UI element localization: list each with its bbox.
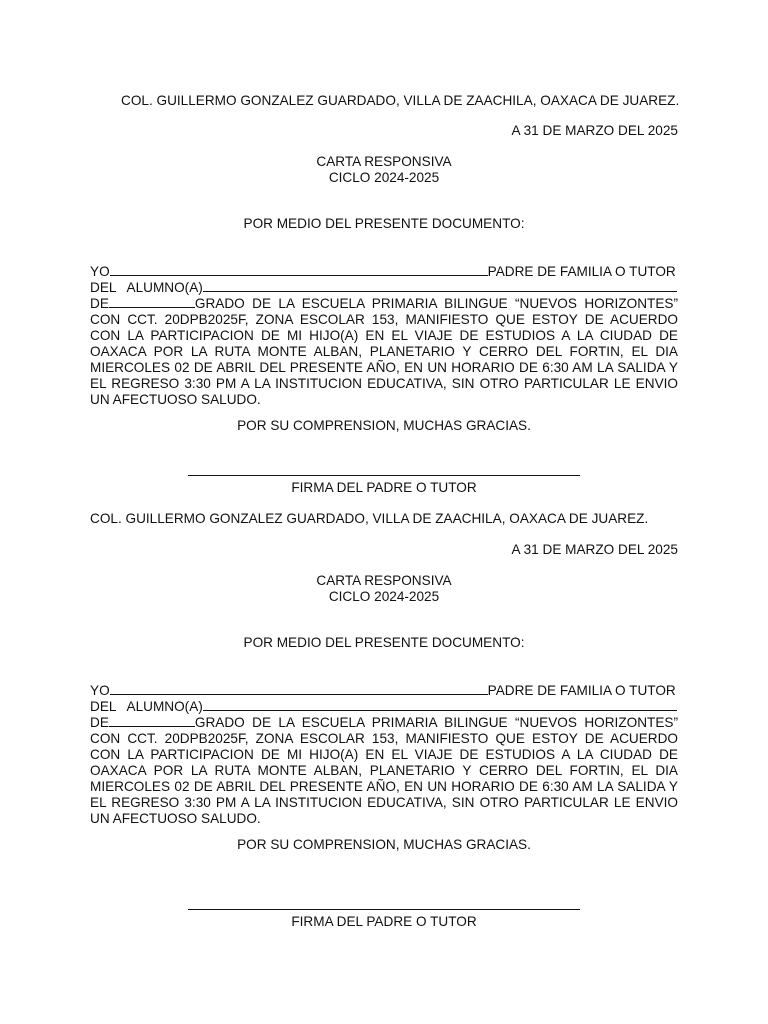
signature-label: FIRMA DEL PADRE O TUTOR	[291, 480, 477, 495]
parent-name-line	[90, 682, 678, 698]
parent-label: PADRE DE FAMILIA O TUTOR	[487, 264, 676, 279]
thanks-line: POR SU COMPRENSION, MUCHAS GRACIAS.	[237, 837, 531, 852]
intro-line: POR MEDIO DEL PRESENTE DOCUMENTO:	[243, 216, 525, 231]
student-label: DEL ALUMNO(A)	[90, 280, 203, 295]
body-text: GRADO DE LA ESCUELA PRIMARIA BILINGUE “NUEVOS HORIZONTES” CON CCT. 20DPB2025F, ZONA ESCOLAR 153, MANIFIESTO QUE ESTOY DE ACUERDO CON LA PARTICIPACION DE MI HIJO(A) EN EL VIAJE DE ESTUDIOS A LA CIUDAD DE OAXACA POR LA RUTA MONTE ALBAN, PLANETARIO Y CERRO DEL FORTIN, EL DIA MIERCOLES 02 DE ABRIL DEL PRESENTE AÑO, EN UN HORARIO DE 6:30 AM LA SALIDA Y EL REGRESO 3:30 PM A LA INSTITUCION EDUCATIVA, SIN OTRO PARTICULAR LE ENVIO UN AFECTUOSO SALUDO.	[90, 296, 678, 407]
body-paragraph	[90, 714, 678, 827]
body-paragraph	[90, 295, 678, 408]
student-name-blank[interactable]	[203, 279, 677, 292]
school-cycle: CICLO 2024-2025	[328, 589, 440, 604]
intro-line: POR MEDIO DEL PRESENTE DOCUMENTO:	[243, 635, 525, 650]
yo-label: YO	[90, 683, 110, 698]
signature-line[interactable]	[188, 909, 580, 910]
thanks-line: POR SU COMPRENSION, MUCHAS GRACIAS.	[237, 418, 531, 433]
grade-blank[interactable]	[109, 295, 195, 308]
body-text: GRADO DE LA ESCUELA PRIMARIA BILINGUE “NUEVOS HORIZONTES” CON CCT. 20DPB2025F, ZONA ESCOLAR 153, MANIFIESTO QUE ESTOY DE ACUERDO CON LA PARTICIPACION DE MI HIJO(A) EN EL VIAJE DE ESTUDIOS A LA CIUDAD DE OAXACA POR LA RUTA MONTE ALBAN, PLANETARIO Y CERRO DEL FORTIN, EL DIA MIERCOLES 02 DE ABRIL DEL PRESENTE AÑO, EN UN HORARIO DE 6:30 AM LA SALIDA Y EL REGRESO 3:30 PM A LA INSTITUCION EDUCATIVA, SIN OTRO PARTICULAR LE ENVIO UN AFECTUOSO SALUDO.	[90, 715, 678, 826]
student-name-line	[90, 279, 678, 295]
date-line: A 31 DE MARZO DEL 2025	[511, 542, 678, 557]
document-title: CARTA RESPONSIVA	[316, 154, 452, 169]
student-name-blank[interactable]	[203, 698, 677, 711]
parent-name-blank[interactable]	[110, 682, 488, 695]
yo-label: YO	[90, 264, 110, 279]
date-line: A 31 DE MARZO DEL 2025	[511, 123, 678, 138]
signature-label: FIRMA DEL PADRE O TUTOR	[291, 914, 477, 929]
parent-name-line	[90, 263, 678, 279]
address-line: COL. GUILLERMO GONZALEZ GUARDADO, VILLA DE ZAACHILA, OAXACA DE JUAREZ.	[90, 511, 649, 526]
grade-blank[interactable]	[109, 714, 195, 727]
parent-label: PADRE DE FAMILIA O TUTOR	[487, 683, 676, 698]
grade-label: DE	[90, 715, 109, 730]
address-line: COL. GUILLERMO GONZALEZ GUARDADO, VILLA DE ZAACHILA, OAXACA DE JUAREZ.	[121, 93, 680, 108]
signature-line[interactable]	[188, 475, 580, 476]
parent-name-blank[interactable]	[110, 263, 488, 276]
student-name-line	[90, 698, 678, 714]
grade-label: DE	[90, 296, 109, 311]
school-cycle: CICLO 2024-2025	[328, 170, 440, 185]
document-title: CARTA RESPONSIVA	[316, 573, 452, 588]
student-label: DEL ALUMNO(A)	[90, 699, 203, 714]
